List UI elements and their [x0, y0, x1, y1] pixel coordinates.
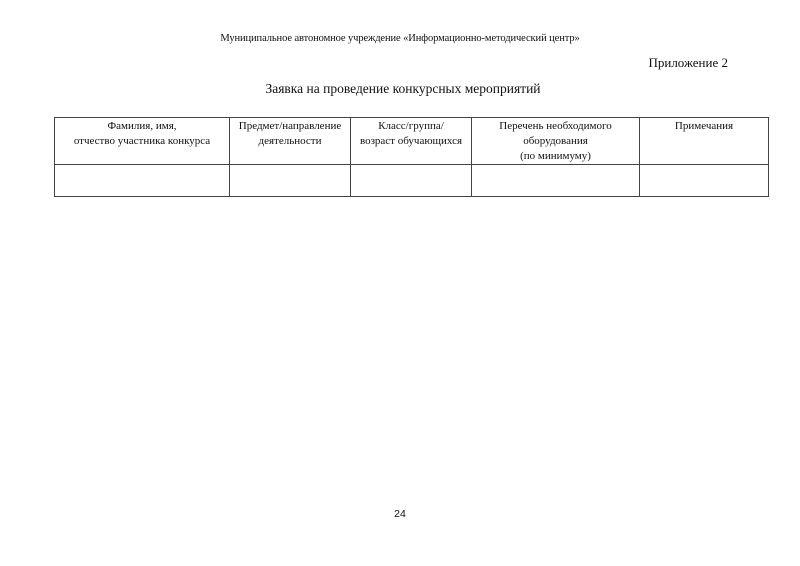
organization-header: Муниципальное автономное учреждение «Информационно-методический центр» [220, 33, 580, 44]
header-line: отчество участника конкурса [73, 135, 211, 147]
table-row [55, 165, 769, 197]
cell-class-group-age [351, 165, 472, 197]
column-header-class-group-age [351, 118, 472, 165]
header-line: Фамилия, имя, [107, 120, 177, 132]
cell-subject [230, 165, 351, 197]
header-line: Примечания [674, 120, 734, 132]
header-line: Перечень необходимого [499, 120, 612, 132]
cell-equipment-list [472, 165, 640, 197]
column-header-subject [230, 118, 351, 165]
header-line: деятельности [258, 135, 322, 147]
cell-full-name [55, 165, 230, 197]
header-line: Класс/группа/ [378, 120, 444, 132]
header-line: Предмет/направление [238, 120, 342, 132]
application-table [54, 117, 769, 197]
page-number: 24 [394, 508, 406, 520]
column-header-notes [640, 118, 769, 165]
header-line: оборудования [523, 135, 588, 147]
document-title: Заявка на проведение конкурсных мероприятий [265, 81, 541, 96]
column-header-equipment-list [472, 118, 640, 165]
header-line: (по минимуму) [520, 150, 591, 162]
table-header-row [55, 118, 769, 165]
column-header-full-name [55, 118, 230, 165]
cell-notes [640, 165, 769, 197]
header-line: возраст обучающихся [359, 135, 463, 147]
appendix-label: Приложение 2 [648, 55, 728, 70]
